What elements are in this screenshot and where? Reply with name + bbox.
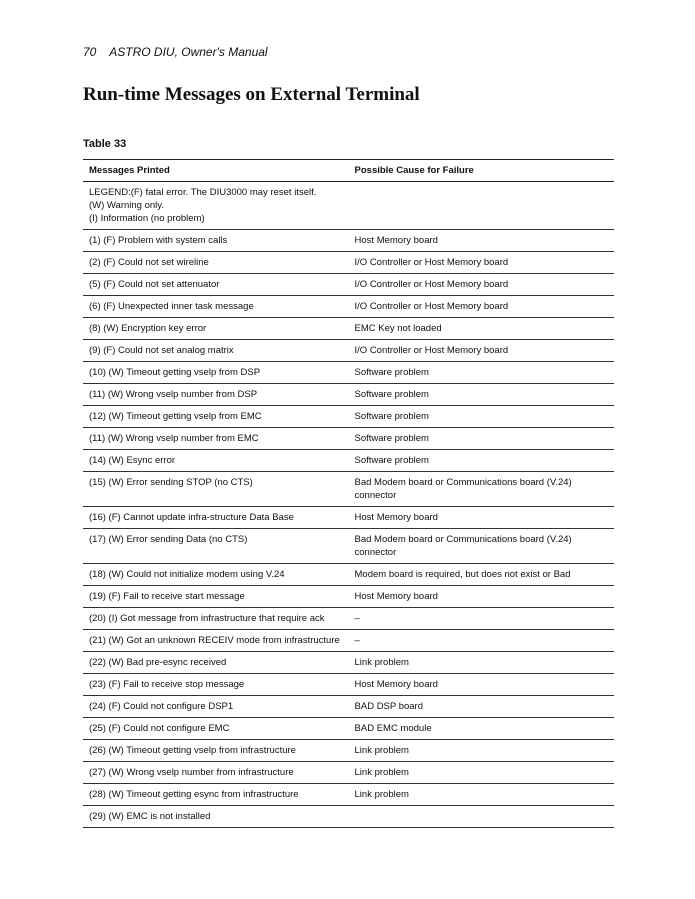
cause-cell: I/O Controller or Host Memory board [349, 274, 614, 296]
message-cell: (16) (F) Cannot update infra-structure Data Base [83, 507, 349, 529]
table-row [83, 472, 614, 507]
message-cell: (5) (F) Could not set attenuator [83, 274, 349, 296]
table-row [83, 762, 614, 784]
cause-cell: Bad Modem board or Communications board (V.24) connector [349, 472, 614, 507]
table-row [83, 529, 614, 564]
message-cell: (28) (W) Timeout getting esync from infrastructure [83, 784, 349, 806]
cause-cell: Bad Modem board or Communications board (V.24) connector [349, 529, 614, 564]
message-cell: (14) (W) Esync error [83, 450, 349, 472]
cause-cell: – [349, 608, 614, 630]
message-cell: (9) (F) Could not set analog matrix [83, 340, 349, 362]
message-cell: (19) (F) Fail to receive start message [83, 586, 349, 608]
table-row [83, 564, 614, 586]
table-row [83, 384, 614, 406]
message-cell: (21) (W) Got an unknown RECEIV mode from infrastructure [83, 630, 349, 652]
message-cell: (15) (W) Error sending STOP (no CTS) [83, 472, 349, 507]
table-body [83, 182, 614, 828]
table-row [83, 318, 614, 340]
cause-cell: Software problem [349, 450, 614, 472]
cause-cell: – [349, 630, 614, 652]
table-row [83, 428, 614, 450]
cause-cell: Host Memory board [349, 507, 614, 529]
message-cell: (1) (F) Problem with system calls [83, 230, 349, 252]
page-number: 70 [83, 45, 97, 59]
table-header-row [83, 160, 614, 182]
cause-cell: BAD DSP board [349, 696, 614, 718]
legend-line: LEGEND:(F) fatal error. The DIU3000 may reset itself. [89, 187, 317, 198]
table-row [83, 652, 614, 674]
cause-cell: EMC Key not loaded [349, 318, 614, 340]
cause-cell: Modem board is required, but does not exist or Bad [349, 564, 614, 586]
message-cell: (24) (F) Could not configure DSP1 [83, 696, 349, 718]
message-cell: (2) (F) Could not set wireline [83, 252, 349, 274]
cause-cell: I/O Controller or Host Memory board [349, 296, 614, 318]
table-caption: Table 33 [83, 138, 127, 150]
table-row [83, 784, 614, 806]
message-cell: (12) (W) Timeout getting vselp from EMC [83, 406, 349, 428]
message-cell: (25) (F) Could not configure EMC [83, 718, 349, 740]
table-row [83, 696, 614, 718]
legend-empty-cell [349, 182, 614, 230]
column-header-messages: Messages Printed [83, 160, 349, 182]
cause-cell: I/O Controller or Host Memory board [349, 252, 614, 274]
message-cell: (10) (W) Timeout getting vselp from DSP [83, 362, 349, 384]
table-row [83, 362, 614, 384]
running-header [83, 45, 268, 59]
table-row [83, 674, 614, 696]
message-cell: (27) (W) Wrong vselp number from infrastructure [83, 762, 349, 784]
cause-cell: I/O Controller or Host Memory board [349, 340, 614, 362]
manual-title: ASTRO DIU, Owner's Manual [109, 45, 268, 59]
table-row [83, 507, 614, 529]
message-cell: (29) (W) EMC is not installed [83, 806, 349, 828]
table-row [83, 274, 614, 296]
cause-cell [349, 806, 614, 828]
cause-cell: Software problem [349, 384, 614, 406]
table-row [83, 296, 614, 318]
message-cell: (11) (W) Wrong vselp number from DSP [83, 384, 349, 406]
table-row [83, 340, 614, 362]
legend-cell [83, 182, 349, 230]
messages-table [83, 159, 614, 828]
message-cell: (22) (W) Bad pre-esync received [83, 652, 349, 674]
message-cell: (8) (W) Encryption key error [83, 318, 349, 340]
cause-cell: Software problem [349, 428, 614, 450]
message-cell: (11) (W) Wrong vselp number from EMC [83, 428, 349, 450]
cause-cell: Link problem [349, 784, 614, 806]
table-row [83, 608, 614, 630]
table-row [83, 586, 614, 608]
legend-line: (W) Warning only. [89, 200, 164, 211]
table-row [83, 740, 614, 762]
table-row [83, 406, 614, 428]
table-row [83, 230, 614, 252]
cause-cell: Host Memory board [349, 230, 614, 252]
legend-row [83, 182, 614, 230]
cause-cell: Host Memory board [349, 586, 614, 608]
message-cell: (17) (W) Error sending Data (no CTS) [83, 529, 349, 564]
cause-cell: Link problem [349, 652, 614, 674]
legend-line: (I) Information (no problem) [89, 213, 205, 224]
message-cell: (20) (I) Got message from infrastructure that require ack [83, 608, 349, 630]
cause-cell: Link problem [349, 762, 614, 784]
table-row [83, 450, 614, 472]
cause-cell: BAD EMC module [349, 718, 614, 740]
cause-cell: Software problem [349, 362, 614, 384]
message-cell: (18) (W) Could not initialize modem using V.24 [83, 564, 349, 586]
cause-cell: Link problem [349, 740, 614, 762]
message-cell: (23) (F) Fail to receive stop message [83, 674, 349, 696]
table-row [83, 718, 614, 740]
section-title: Run-time Messages on External Terminal [83, 84, 420, 105]
table-row [83, 806, 614, 828]
table-row [83, 252, 614, 274]
message-cell: (26) (W) Timeout getting vselp from infrastructure [83, 740, 349, 762]
column-header-cause: Possible Cause for Failure [349, 160, 614, 182]
cause-cell: Software problem [349, 406, 614, 428]
table-row [83, 630, 614, 652]
cause-cell: Host Memory board [349, 674, 614, 696]
message-cell: (6) (F) Unexpected inner task message [83, 296, 349, 318]
